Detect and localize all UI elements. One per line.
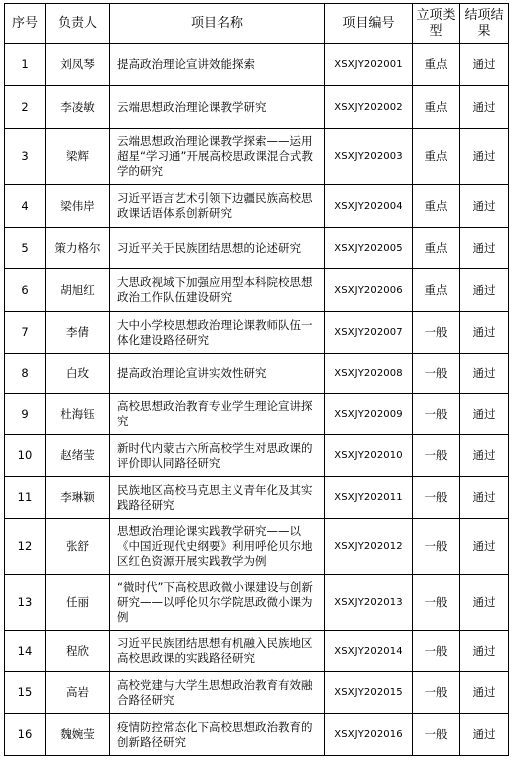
table-row [5, 519, 509, 575]
header-row [5, 4, 509, 44]
cell-result: 通过 [460, 575, 509, 631]
cell-seq: 3 [5, 129, 46, 185]
cell-seq: 5 [5, 228, 46, 269]
cell-project-name: 习近平民族团结思想有机融入民族地区高校思政课的实践路径研究 [110, 631, 325, 672]
cell-project-name: 民族地区高校马克思主义青年化及其实践路径研究 [110, 477, 325, 519]
cell-project-code: XSXJY202015 [325, 672, 413, 714]
cell-result: 通过 [460, 312, 509, 354]
cell-seq: 9 [5, 394, 46, 435]
cell-leader: 白玫 [46, 354, 110, 394]
cell-result: 通过 [460, 672, 509, 714]
cell-project-name: 提高政治理论宣讲实效性研究 [110, 354, 325, 394]
cell-leader: 梁辉 [46, 129, 110, 185]
cell-project-code: XSXJY202014 [325, 631, 413, 672]
cell-type: 重点 [413, 269, 460, 312]
cell-seq: 1 [5, 44, 46, 86]
table-row [5, 312, 509, 354]
table-row [5, 672, 509, 714]
cell-project-name: 习近平语言艺术引领下边疆民族高校思政课话语体系创新研究 [110, 185, 325, 228]
cell-type: 重点 [413, 129, 460, 185]
cell-result: 通过 [460, 519, 509, 575]
cell-project-name: 大中小学校思想政治理论课教师队伍一体化建设路径研究 [110, 312, 325, 354]
cell-leader: 高岩 [46, 672, 110, 714]
cell-leader: 任丽 [46, 575, 110, 631]
cell-leader: 梁伟岸 [46, 185, 110, 228]
header-project-name: 项目名称 [110, 4, 325, 44]
cell-seq: 14 [5, 631, 46, 672]
cell-result: 通过 [460, 185, 509, 228]
cell-seq: 6 [5, 269, 46, 312]
header-type: 立项类型 [413, 4, 460, 44]
cell-project-code: XSXJY202011 [325, 477, 413, 519]
cell-type: 一般 [413, 672, 460, 714]
cell-result: 通过 [460, 435, 509, 477]
cell-type: 一般 [413, 714, 460, 756]
cell-leader: 李琳颖 [46, 477, 110, 519]
cell-result: 通过 [460, 44, 509, 86]
cell-leader: 张舒 [46, 519, 110, 575]
cell-seq: 15 [5, 672, 46, 714]
cell-seq: 2 [5, 86, 46, 129]
table-row [5, 631, 509, 672]
cell-leader: 策力格尔 [46, 228, 110, 269]
cell-seq: 7 [5, 312, 46, 354]
cell-type: 一般 [413, 575, 460, 631]
cell-project-name: 思想政治理论课实践教学研究——以《中国近现代史纲要》利用呼伦贝尔地区红色资源开展实践教学为例 [110, 519, 325, 575]
table-row [5, 44, 509, 86]
cell-result: 通过 [460, 129, 509, 185]
header-leader: 负责人 [46, 4, 110, 44]
cell-type: 一般 [413, 312, 460, 354]
cell-project-code: XSXJY202008 [325, 354, 413, 394]
cell-project-code: XSXJY202007 [325, 312, 413, 354]
cell-project-code: XSXJY202003 [325, 129, 413, 185]
cell-type: 一般 [413, 394, 460, 435]
cell-seq: 16 [5, 714, 46, 756]
cell-seq: 4 [5, 185, 46, 228]
header-result: 结项结果 [460, 4, 509, 44]
cell-type: 重点 [413, 44, 460, 86]
cell-type: 重点 [413, 228, 460, 269]
table-row [5, 228, 509, 269]
cell-project-code: XSXJY202016 [325, 714, 413, 756]
cell-project-code: XSXJY202010 [325, 435, 413, 477]
header-project-code: 项目编号 [325, 4, 413, 44]
cell-leader: 李倩 [46, 312, 110, 354]
cell-leader: 杜海钰 [46, 394, 110, 435]
cell-result: 通过 [460, 354, 509, 394]
table-row [5, 394, 509, 435]
cell-project-name: 大思政视域下加强应用型本科院校思想政治工作队伍建设研究 [110, 269, 325, 312]
cell-project-code: XSXJY202012 [325, 519, 413, 575]
cell-type: 一般 [413, 354, 460, 394]
table-row [5, 86, 509, 129]
table-row [5, 129, 509, 185]
cell-type: 重点 [413, 185, 460, 228]
table-row [5, 354, 509, 394]
cell-project-code: XSXJY202005 [325, 228, 413, 269]
cell-type: 一般 [413, 477, 460, 519]
cell-result: 通过 [460, 86, 509, 129]
cell-result: 通过 [460, 631, 509, 672]
cell-project-code: XSXJY202006 [325, 269, 413, 312]
cell-project-name: 云端思想政治理论课教学探索——运用超星“学习通”开展高校思政课混合式教学的研究 [110, 129, 325, 185]
cell-result: 通过 [460, 269, 509, 312]
cell-seq: 11 [5, 477, 46, 519]
table-row [5, 477, 509, 519]
table-row [5, 185, 509, 228]
cell-seq: 10 [5, 435, 46, 477]
cell-seq: 13 [5, 575, 46, 631]
cell-project-name: “微时代”下高校思政微小课建设与创新研究——以呼伦贝尔学院思政微小课为例 [110, 575, 325, 631]
table-row [5, 269, 509, 312]
cell-type: 一般 [413, 435, 460, 477]
cell-project-name: 新时代内蒙古六所高校学生对思政课的评价即认同路径研究 [110, 435, 325, 477]
cell-leader: 刘凤琴 [46, 44, 110, 86]
cell-seq: 8 [5, 354, 46, 394]
cell-result: 通过 [460, 477, 509, 519]
cell-project-name: 高校党建与大学生思想政治教育有效融合路径研究 [110, 672, 325, 714]
projects-table [4, 3, 509, 756]
cell-leader: 赵绪莹 [46, 435, 110, 477]
cell-project-code: XSXJY202009 [325, 394, 413, 435]
cell-type: 一般 [413, 519, 460, 575]
header-seq: 序号 [5, 4, 46, 44]
cell-leader: 魏婉莹 [46, 714, 110, 756]
cell-project-name: 疫情防控常态化下高校思想政治教育的创新路径研究 [110, 714, 325, 756]
cell-project-name: 提高政治理论宣讲效能探索 [110, 44, 325, 86]
cell-result: 通过 [460, 228, 509, 269]
cell-leader: 胡旭红 [46, 269, 110, 312]
cell-seq: 12 [5, 519, 46, 575]
cell-project-code: XSXJY202004 [325, 185, 413, 228]
cell-project-code: XSXJY202001 [325, 44, 413, 86]
cell-project-name: 高校思想政治教育专业学生理论宣讲探究 [110, 394, 325, 435]
cell-type: 一般 [413, 631, 460, 672]
table-row [5, 435, 509, 477]
table-row [5, 575, 509, 631]
cell-leader: 程欣 [46, 631, 110, 672]
cell-project-name: 习近平关于民族团结思想的论述研究 [110, 228, 325, 269]
cell-project-code: XSXJY202002 [325, 86, 413, 129]
cell-result: 通过 [460, 394, 509, 435]
table-row [5, 714, 509, 756]
cell-project-name: 云端思想政治理论课教学研究 [110, 86, 325, 129]
cell-project-code: XSXJY202013 [325, 575, 413, 631]
cell-leader: 李凌敏 [46, 86, 110, 129]
cell-type: 重点 [413, 86, 460, 129]
cell-result: 通过 [460, 714, 509, 756]
